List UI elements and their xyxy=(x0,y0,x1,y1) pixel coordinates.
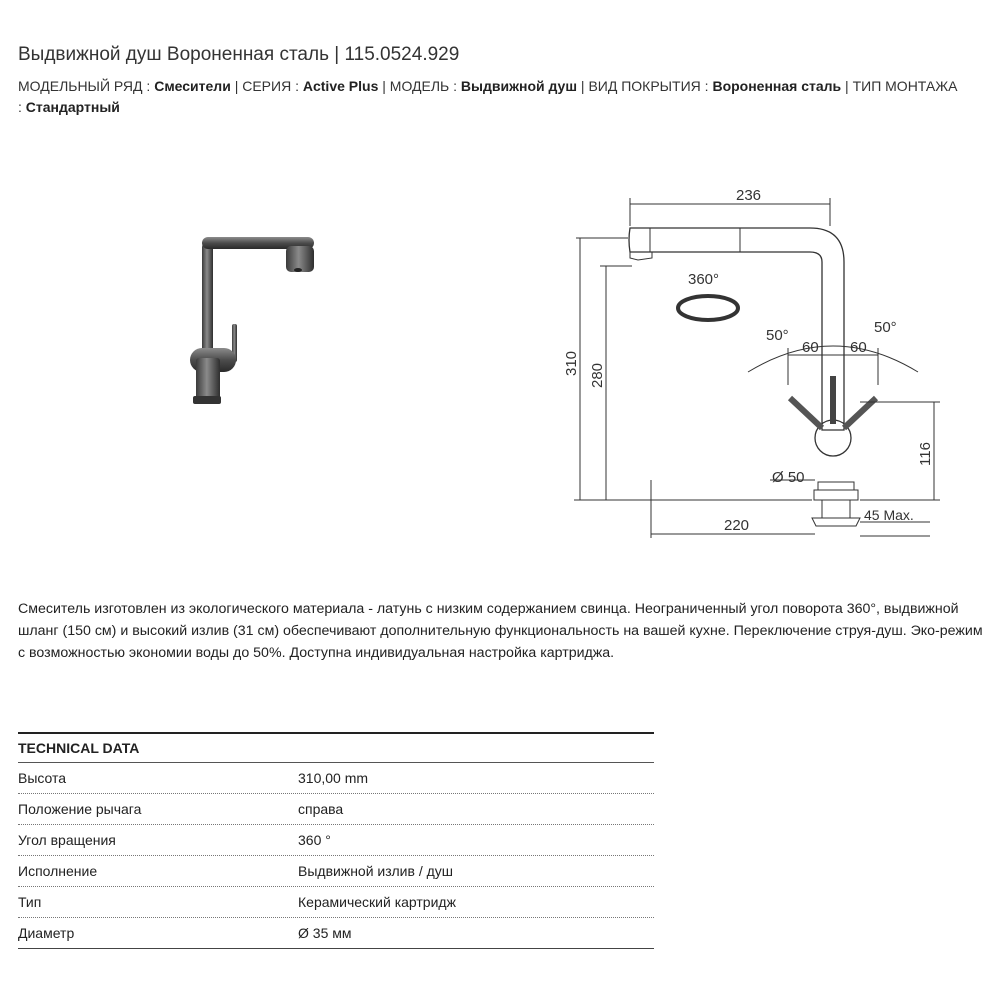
dim-max: 45 Max. xyxy=(864,507,914,523)
row-value: справа xyxy=(298,801,344,817)
row-label: Диаметр xyxy=(18,925,75,941)
faucet-photo xyxy=(180,228,330,418)
dim-angle-right: 50° xyxy=(874,319,897,336)
dim-lever-right: 60 xyxy=(850,339,867,356)
meta-key-series: СЕРИЯ xyxy=(242,78,292,94)
dim-diameter: Ø 50 xyxy=(772,469,805,486)
row-label: Исполнение xyxy=(18,863,98,879)
table-row xyxy=(18,918,654,949)
table-row xyxy=(18,763,654,794)
row-label: Положение рычага xyxy=(18,801,142,817)
meta-key-finish: ВИД ПОКРЫТИЯ xyxy=(588,78,701,94)
row-value: 310,00 mm xyxy=(298,770,369,786)
product-meta: МОДЕЛЬНЫЙ РЯД : Смесители | СЕРИЯ : Active Plus | МОДЕЛЬ : Выдвижной душ | ВИД ПОКРЫТИЯ : Вороненная сталь | ТИП МОНТАЖА : Стандартный xyxy=(18,78,958,115)
dim-total-height: 310 xyxy=(563,350,580,376)
technical-data-heading: TECHNICAL DATA xyxy=(18,732,654,763)
meta-value-finish: Вороненная сталь xyxy=(712,78,842,94)
table-row xyxy=(18,825,654,856)
meta-value-series: Active Plus xyxy=(302,78,379,94)
meta-value-mounting: Стандартный xyxy=(25,99,120,115)
row-value: Ø 35 мм xyxy=(298,925,352,941)
dim-angle-left: 50° xyxy=(766,327,789,344)
table-row xyxy=(18,887,654,918)
technical-data-table xyxy=(18,732,654,949)
row-value: Керамический картридж xyxy=(298,894,456,910)
dim-lever-height: 116 xyxy=(917,442,934,466)
row-label: Высота xyxy=(18,770,67,786)
row-label: Тип xyxy=(18,894,42,910)
row-value: Выдвижной излив / душ xyxy=(298,863,453,879)
dim-rotation: 360° xyxy=(688,271,720,288)
row-value: 360 ° xyxy=(298,832,331,848)
table-row xyxy=(18,794,654,825)
faucet-outline xyxy=(629,228,844,430)
table-row xyxy=(18,856,654,887)
meta-key-range: МОДЕЛЬНЫЙ РЯД xyxy=(18,78,143,94)
meta-key-model: МОДЕЛЬ xyxy=(389,78,450,94)
dim-lever-left: 60 xyxy=(802,339,819,356)
meta-value-model: Выдвижной душ xyxy=(460,78,578,94)
dim-reach: 220 xyxy=(724,517,750,534)
product-description: Смеситель изготовлен из экологического материала - латунь с низким содержанием свинца. Неограниченный угол поворота 360°, выдвижной шланг (150 см) и высокий излив (31 см) обеспечивают дополнительную функциональность на вашей кухне. Переключение струя-душ. Эко-режим с возможностью экономии воды до 50%. Доступна индивидуальная настройка картриджа. xyxy=(18,601,983,661)
dim-spout-height: 280 xyxy=(589,362,606,388)
dim-width: 236 xyxy=(736,187,762,204)
row-label: Угол вращения xyxy=(18,832,116,848)
dimension-drawing xyxy=(560,180,980,550)
product-title: Выдвижной душ Вороненная сталь | 115.0524.929 xyxy=(18,44,460,65)
meta-value-range: Смесители xyxy=(154,78,231,94)
meta-key-mounting: ТИП МОНТАЖА xyxy=(852,78,958,94)
